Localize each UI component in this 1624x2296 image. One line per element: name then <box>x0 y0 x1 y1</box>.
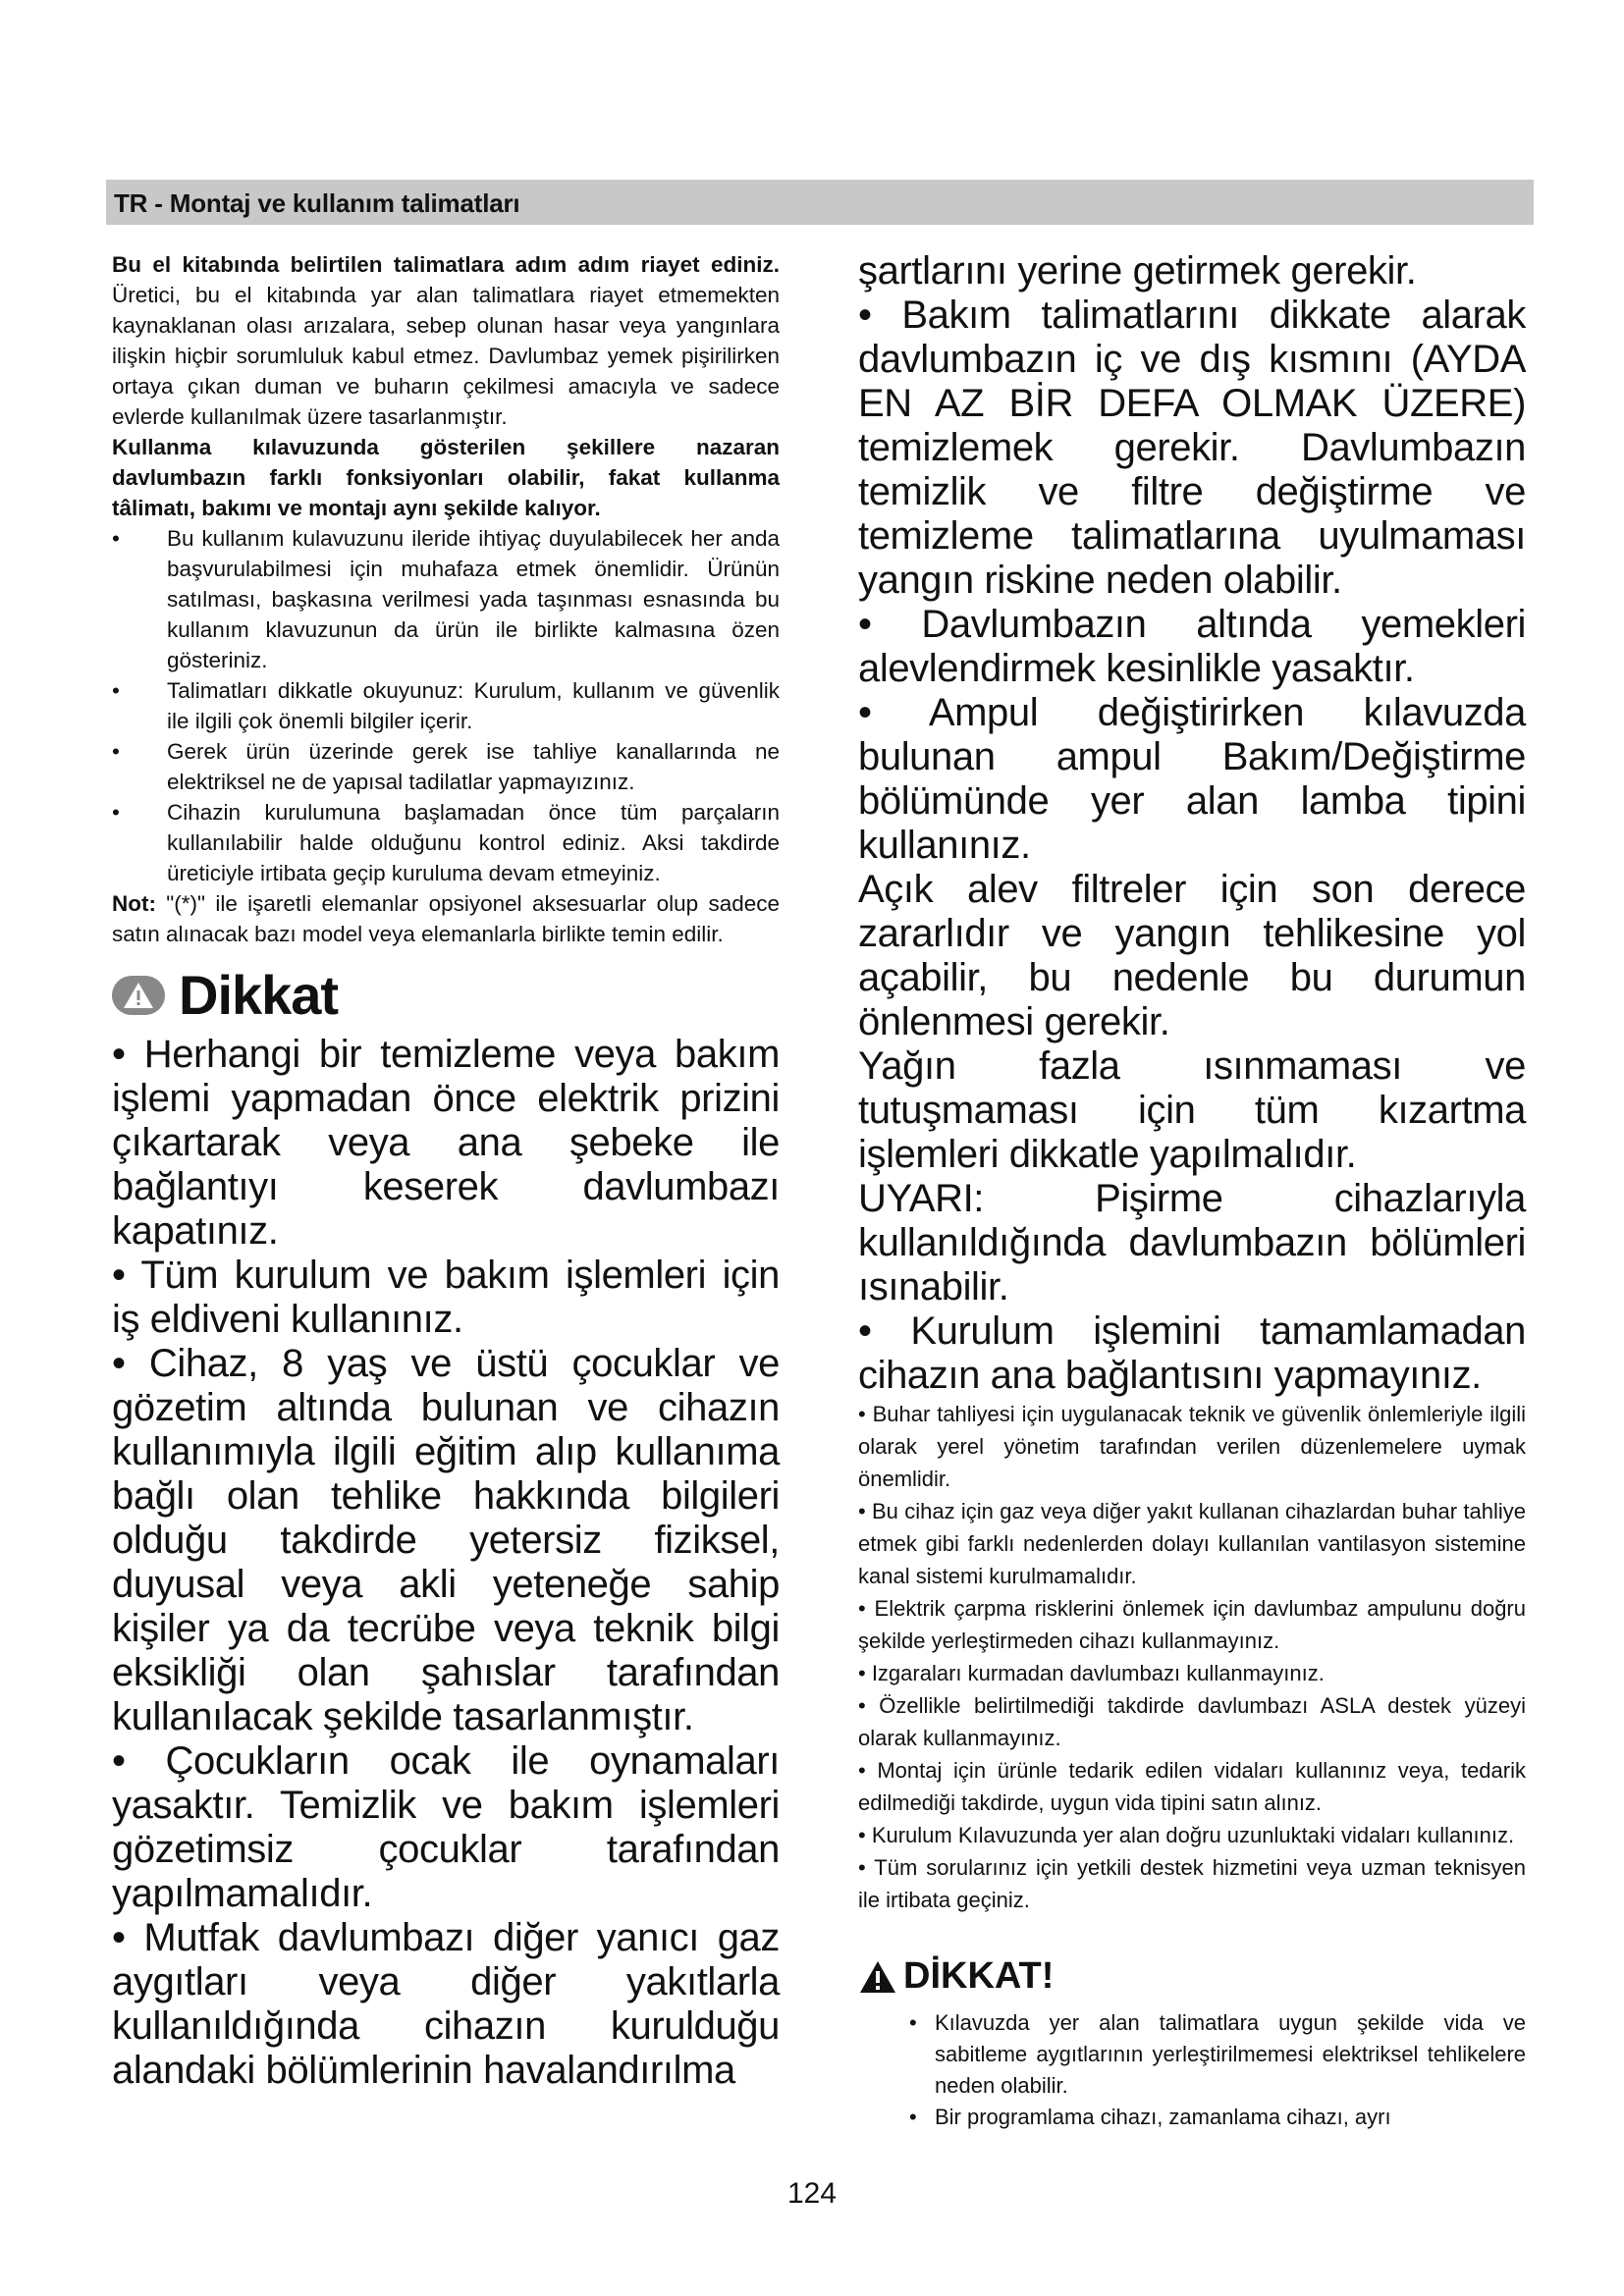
warning-paragraph: UYARI: Pişirme cihazlarıyla kullanıldığında davlumbazın bölümleri ısınabilir. <box>858 1177 1526 1308</box>
page-number: 124 <box>786 2177 838 2210</box>
warning-paragraph: • Herhangi bir temizleme veya bakım işlemi yapmadan önce elektrik prizini çıkartarak veya ana şebeke ile bağlantıyı keserek davlumbazı kapatınız. <box>112 1033 780 1253</box>
warning-paragraph: şartlarını yerine getirmek gerekir. <box>858 249 1417 293</box>
bullet-icon: • <box>112 678 120 703</box>
intro-bold-paragraph: Kullanma kılavuzunda gösterilen şekillere nazaran davlumbazın farklı fonksiyonları olabilir, fakat kullanma tâlimatı, bakımı ve montajı aynı şekilde kalıyor. <box>112 435 780 520</box>
dikkat-title: Dikkat <box>179 964 339 1026</box>
bullet-icon: • <box>909 2105 917 2129</box>
list-item: • Cihazin kurulumuna başlamadan önce tüm parçaların kullanılabilir halde olduğunu kontrol ediniz. Aksi takdirde üreticiyle irtibata geçip kuruluma devam etmeyiniz. <box>112 797 780 888</box>
warning-paragraph: • Kurulum işlemini tamamlamadan cihazın ana bağlantısını yapmayınız. <box>858 1309 1526 1397</box>
dikkat2-list <box>858 2007 1526 2133</box>
safety-paragraph: • Özellikle belirtilmediği takdirde davlumbazı ASLA destek yüzeyi olarak kullanmayınız. <box>858 1693 1526 1750</box>
note-label: Not: <box>112 891 156 916</box>
left-column <box>112 249 780 2093</box>
warning-paragraph: • Ampul değiştirirken kılavuzda bulunan ampul Bakım/Değiştirme bölümünde yer alan lamba tipini kullanınız. <box>858 691 1526 867</box>
section-title: TR - Montaj ve kullanım talimatları <box>114 188 520 218</box>
list-item: • Kılavuzda yer alan talimatlara uygun şekilde vida ve sabitleme aygıtlarının yerleştirilmemesi elektriksel tehlikelere neden olabilir. <box>909 2007 1526 2102</box>
warning-paragraph: • Çocukların ocak ile oynamaları yasaktır. Temizlik ve bakım işlemleri gözetimsiz çocuklar tarafından yapılmamalıdır. <box>112 1739 780 1915</box>
bullet-icon: • <box>112 800 120 825</box>
warning-paragraph: • Mutfak davlumbazı diğer yanıcı gaz aygıtları veya diğer yakıtlarla kullanıldığında cihazın kurulduğu alandaki bölümlerinin havalandırılma <box>112 1916 780 2092</box>
note-paragraph: Not: "(*)" ile işaretli elemanlar opsiyonel aksesuarlar olup sadece satın alınacak bazı model veya elemanlarla birlikte temin edilir. <box>112 891 780 946</box>
list-item: • Gerek ürün üzerinde gerek ise tahliye kanallarında ne elektriksel ne de yapısal tadilatlar yapmayızınız. <box>112 736 780 797</box>
safety-paragraph: • Kurulum Kılavuzunda yer alan doğru uzunluktaki vidaları kullanınız. <box>858 1823 1515 1847</box>
dikkat-heading <box>112 963 780 1027</box>
bullet-icon: • <box>112 739 120 764</box>
warning-icon <box>112 976 165 1015</box>
safety-paragraph: • Bu cihaz için gaz veya diğer yakıt kullanan cihazlardan buhar tahliye etmek gibi farklı nedenlerden dolayı kullanılan vantilasyon sistemine kanal sistemi kurulmamalıdır. <box>858 1499 1526 1588</box>
safety-paragraph: • Tüm sorularınız için yetkili destek hizmetini veya uzman teknisyen ile irtibata geçiniz. <box>858 1855 1526 1912</box>
warning-paragraph: • Cihaz, 8 yaş ve üstü çocuklar ve gözetim altında bulunan ve cihazın kullanımıyla ilgili eğitim alıp kullanıma bağlı olan tehlike hakkında bilgileri olduğu takdirde yetersiz fiziksel, duyusal veya akli yeteneğe sahip kişiler ya da tecrübe veya teknik bilgi eksikliği olan şahıslar tarafından kullanılacak şekilde tasarlanmıştır. <box>112 1342 780 1738</box>
safety-paragraph: • Buhar tahliyesi için uygulanacak teknik ve güvenlik önlemleriyle ilgili olarak yerel yönetim tarafından verilen düzenlemelere uymak önemlidir. <box>858 1402 1526 1491</box>
warning-paragraph: Yağın fazla ısınmaması ve tutuşmaması için tüm kızartma işlemleri dikkatle yapılmalıdır. <box>858 1044 1526 1176</box>
warning-paragraph: Açık alev filtreler için son derece zararlıdır ve yangın tehlikesine yol açabilir, bu nedenle bu durumun önlenmesi gerekir. <box>858 868 1526 1043</box>
safety-paragraph: • Izgaraları kurmadan davlumbazı kullanmayınız. <box>858 1661 1325 1685</box>
intro-paragraph <box>112 249 780 432</box>
warning-paragraph: • Bakım talimatlarını dikkate alarak davlumbazın iç ve dış kısmını (AYDA EN AZ BİR DEFA OLMAK ÜZERE) temizlemek gerekir. Davlumbazın temizlik ve filtre değiştirme ve temizleme talimatlarına uyulmaması yangın riskine neden olabilir. <box>858 294 1526 602</box>
intro-bold: Bu el kitabında belirtilen talimatlara adım adım riayet ediniz. <box>112 252 780 277</box>
bullet-icon: • <box>909 2010 917 2035</box>
safety-paragraph: • Elektrik çarpma risklerini önlemek için davlumbaz ampulunu doğru şekilde yerleştirmeden cihazı kullanmayınız. <box>858 1596 1526 1653</box>
warning-triangle-icon <box>858 1959 897 1995</box>
list-item: • Bir programlama cihazı, zamanlama cihazı, ayrı <box>909 2102 1526 2133</box>
list-item: • Bu kullanım kulavuzunu ileride ihtiyaç duyulabilecek her anda başvurulabilmesi için muhafaza etmek önemlidir. Ürünün satılması, başkasına verilmesi yada taşınması esnasında bu kullanım klavuzunun da ürün ile birlikte kalmasına özen gösteriniz. <box>112 523 780 675</box>
dikkat2-title: DİKKAT! <box>903 1955 1055 1997</box>
safety-paragraph: • Montaj için ürünle tedarik edilen vidaları kullanınız veya, tedarik edilmediği takdirde, uygun vida tipini satın alınız. <box>858 1758 1526 1815</box>
bullet-icon: • <box>112 526 120 551</box>
warning-paragraph: • Tüm kurulum ve bakım işlemleri için iş eldiveni kullanınız. <box>112 1254 780 1341</box>
warning-paragraph: • Davlumbazın altında yemekleri alevlendirmek kesinlikle yasaktır. <box>858 603 1526 690</box>
section-header <box>106 180 1534 225</box>
list-item: • Talimatları dikkatle okuyunuz: Kurulum, kullanım ve güvenlik ile ilgili çok önemli bilgiler içerir. <box>112 675 780 736</box>
right-column <box>858 249 1526 2133</box>
intro-rest: Üretici, bu el kitabında yar alan talimatlara riayet etmemekten kaynaklanan olası arızalara, sebep olunan hasar veya yangınlara ilişkin hiçbir sorumluluk kabul etmez. Davlumbaz yemek pişirilirken ortaya çıkan duman ve buharın çekilmesi amacıyla ve sadece evlerde kullanılmak üzere tasarlanmıştır. <box>112 283 780 429</box>
dikkat2-heading <box>858 1955 1526 1998</box>
